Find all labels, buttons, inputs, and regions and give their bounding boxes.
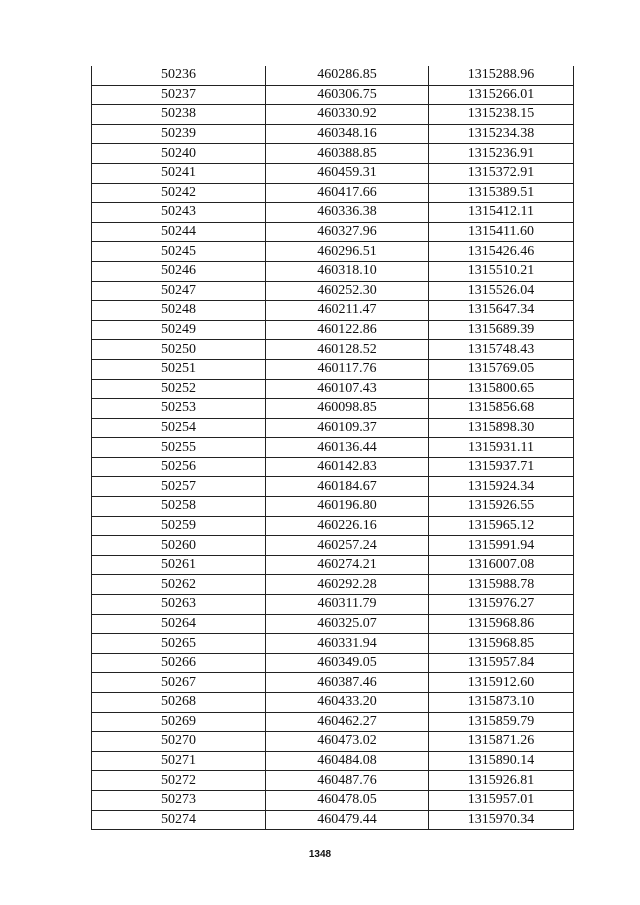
point-id-cell: 50273	[92, 790, 266, 810]
table-row	[92, 105, 574, 125]
table-row	[92, 712, 574, 732]
point-id-cell: 50260	[92, 536, 266, 556]
x-coordinate-cell: 460388.85	[266, 144, 429, 164]
x-coordinate-cell: 460433.20	[266, 693, 429, 713]
x-coordinate-cell: 460286.85	[266, 66, 429, 85]
y-coordinate-cell: 1315926.81	[429, 771, 574, 791]
table-row	[92, 673, 574, 693]
x-coordinate-cell: 460136.44	[266, 438, 429, 458]
y-coordinate-cell: 1315689.39	[429, 320, 574, 340]
table-row	[92, 340, 574, 360]
y-coordinate-cell: 1315526.04	[429, 281, 574, 301]
y-coordinate-cell: 1315976.27	[429, 595, 574, 615]
x-coordinate-cell: 460487.76	[266, 771, 429, 791]
table-row	[92, 595, 574, 615]
point-id-cell: 50240	[92, 144, 266, 164]
point-id-cell: 50248	[92, 301, 266, 321]
x-coordinate-cell: 460479.44	[266, 810, 429, 830]
y-coordinate-cell: 1315236.91	[429, 144, 574, 164]
y-coordinate-cell: 1315871.26	[429, 732, 574, 752]
point-id-cell: 50249	[92, 320, 266, 340]
y-coordinate-cell: 1315926.55	[429, 497, 574, 517]
point-id-cell: 50237	[92, 85, 266, 105]
y-coordinate-cell: 1315890.14	[429, 751, 574, 771]
x-coordinate-cell: 460462.27	[266, 712, 429, 732]
y-coordinate-cell: 1315991.94	[429, 536, 574, 556]
table-row	[92, 261, 574, 281]
x-coordinate-cell: 460226.16	[266, 516, 429, 536]
coordinates-table	[91, 66, 574, 830]
y-coordinate-cell: 1315510.21	[429, 261, 574, 281]
x-coordinate-cell: 460184.67	[266, 477, 429, 497]
y-coordinate-cell: 1315988.78	[429, 575, 574, 595]
x-coordinate-cell: 460306.75	[266, 85, 429, 105]
table-row	[92, 536, 574, 556]
y-coordinate-cell: 1315873.10	[429, 693, 574, 713]
point-id-cell: 50262	[92, 575, 266, 595]
y-coordinate-cell: 1315426.46	[429, 242, 574, 262]
table-row	[92, 222, 574, 242]
point-id-cell: 50255	[92, 438, 266, 458]
x-coordinate-cell: 460417.66	[266, 183, 429, 203]
x-coordinate-cell: 460327.96	[266, 222, 429, 242]
x-coordinate-cell: 460109.37	[266, 418, 429, 438]
x-coordinate-cell: 460318.10	[266, 261, 429, 281]
y-coordinate-cell: 1315856.68	[429, 399, 574, 419]
x-coordinate-cell: 460325.07	[266, 614, 429, 634]
table-row	[92, 653, 574, 673]
table-row	[92, 693, 574, 713]
page-number: 1348	[308, 849, 332, 860]
point-id-cell: 50257	[92, 477, 266, 497]
point-id-cell: 50261	[92, 555, 266, 575]
y-coordinate-cell: 1315412.11	[429, 203, 574, 223]
x-coordinate-cell: 460107.43	[266, 379, 429, 399]
table-row	[92, 203, 574, 223]
x-coordinate-cell: 460196.80	[266, 497, 429, 517]
point-id-cell: 50274	[92, 810, 266, 830]
x-coordinate-cell: 460331.94	[266, 634, 429, 654]
point-id-cell: 50253	[92, 399, 266, 419]
y-coordinate-cell: 1315266.01	[429, 85, 574, 105]
y-coordinate-cell: 1315288.96	[429, 66, 574, 85]
x-coordinate-cell: 460473.02	[266, 732, 429, 752]
x-coordinate-cell: 460257.24	[266, 536, 429, 556]
x-coordinate-cell: 460274.21	[266, 555, 429, 575]
x-coordinate-cell: 460336.38	[266, 203, 429, 223]
x-coordinate-cell: 460142.83	[266, 457, 429, 477]
y-coordinate-cell: 1315957.84	[429, 653, 574, 673]
table-row	[92, 66, 574, 85]
point-id-cell: 50264	[92, 614, 266, 634]
x-coordinate-cell: 460478.05	[266, 790, 429, 810]
point-id-cell: 50265	[92, 634, 266, 654]
table-row	[92, 85, 574, 105]
table-row	[92, 281, 574, 301]
x-coordinate-cell: 460292.28	[266, 575, 429, 595]
y-coordinate-cell: 1315965.12	[429, 516, 574, 536]
y-coordinate-cell: 1315937.71	[429, 457, 574, 477]
x-coordinate-cell: 460117.76	[266, 359, 429, 379]
point-id-cell: 50239	[92, 124, 266, 144]
table-row	[92, 144, 574, 164]
table-row	[92, 790, 574, 810]
table-row	[92, 183, 574, 203]
x-coordinate-cell: 460387.46	[266, 673, 429, 693]
table-row	[92, 242, 574, 262]
point-id-cell: 50272	[92, 771, 266, 791]
table-row	[92, 732, 574, 752]
y-coordinate-cell: 1315968.85	[429, 634, 574, 654]
table-row	[92, 301, 574, 321]
table-row	[92, 399, 574, 419]
table-row	[92, 379, 574, 399]
point-id-cell: 50247	[92, 281, 266, 301]
table-row	[92, 163, 574, 183]
y-coordinate-cell: 1315898.30	[429, 418, 574, 438]
x-coordinate-cell: 460211.47	[266, 301, 429, 321]
x-coordinate-cell: 460296.51	[266, 242, 429, 262]
x-coordinate-cell: 460330.92	[266, 105, 429, 125]
y-coordinate-cell: 1315769.05	[429, 359, 574, 379]
y-coordinate-cell: 1316007.08	[429, 555, 574, 575]
y-coordinate-cell: 1315931.11	[429, 438, 574, 458]
table-row	[92, 457, 574, 477]
point-id-cell: 50267	[92, 673, 266, 693]
table-row	[92, 614, 574, 634]
y-coordinate-cell: 1315238.15	[429, 105, 574, 125]
table-row	[92, 810, 574, 830]
point-id-cell: 50252	[92, 379, 266, 399]
point-id-cell: 50269	[92, 712, 266, 732]
x-coordinate-cell: 460122.86	[266, 320, 429, 340]
y-coordinate-cell: 1315411.60	[429, 222, 574, 242]
point-id-cell: 50256	[92, 457, 266, 477]
y-coordinate-cell: 1315372.91	[429, 163, 574, 183]
point-id-cell: 50244	[92, 222, 266, 242]
x-coordinate-cell: 460459.31	[266, 163, 429, 183]
x-coordinate-cell: 460128.52	[266, 340, 429, 360]
x-coordinate-cell: 460484.08	[266, 751, 429, 771]
y-coordinate-cell: 1315800.65	[429, 379, 574, 399]
table-row	[92, 438, 574, 458]
y-coordinate-cell: 1315968.86	[429, 614, 574, 634]
table-row	[92, 497, 574, 517]
point-id-cell: 50254	[92, 418, 266, 438]
table-row	[92, 477, 574, 497]
table-row	[92, 771, 574, 791]
table-row	[92, 359, 574, 379]
table-row	[92, 634, 574, 654]
y-coordinate-cell: 1315234.38	[429, 124, 574, 144]
x-coordinate-cell: 460252.30	[266, 281, 429, 301]
point-id-cell: 50258	[92, 497, 266, 517]
point-id-cell: 50238	[92, 105, 266, 125]
table-row	[92, 516, 574, 536]
point-id-cell: 50251	[92, 359, 266, 379]
point-id-cell: 50243	[92, 203, 266, 223]
table-row	[92, 751, 574, 771]
point-id-cell: 50266	[92, 653, 266, 673]
point-id-cell: 50236	[92, 66, 266, 85]
y-coordinate-cell: 1315748.43	[429, 340, 574, 360]
table-row	[92, 124, 574, 144]
table-row	[92, 555, 574, 575]
point-id-cell: 50263	[92, 595, 266, 615]
y-coordinate-cell: 1315924.34	[429, 477, 574, 497]
y-coordinate-cell: 1315957.01	[429, 790, 574, 810]
y-coordinate-cell: 1315389.51	[429, 183, 574, 203]
x-coordinate-cell: 460311.79	[266, 595, 429, 615]
point-id-cell: 50241	[92, 163, 266, 183]
point-id-cell: 50259	[92, 516, 266, 536]
point-id-cell: 50246	[92, 261, 266, 281]
y-coordinate-cell: 1315647.34	[429, 301, 574, 321]
coordinates-table-body	[92, 66, 574, 830]
point-id-cell: 50268	[92, 693, 266, 713]
y-coordinate-cell: 1315859.79	[429, 712, 574, 732]
x-coordinate-cell: 460349.05	[266, 653, 429, 673]
point-id-cell: 50245	[92, 242, 266, 262]
y-coordinate-cell: 1315912.60	[429, 673, 574, 693]
y-coordinate-cell: 1315970.34	[429, 810, 574, 830]
table-row	[92, 320, 574, 340]
x-coordinate-cell: 460098.85	[266, 399, 429, 419]
table-row	[92, 418, 574, 438]
x-coordinate-cell: 460348.16	[266, 124, 429, 144]
point-id-cell: 50242	[92, 183, 266, 203]
point-id-cell: 50270	[92, 732, 266, 752]
point-id-cell: 50271	[92, 751, 266, 771]
point-id-cell: 50250	[92, 340, 266, 360]
table-row	[92, 575, 574, 595]
